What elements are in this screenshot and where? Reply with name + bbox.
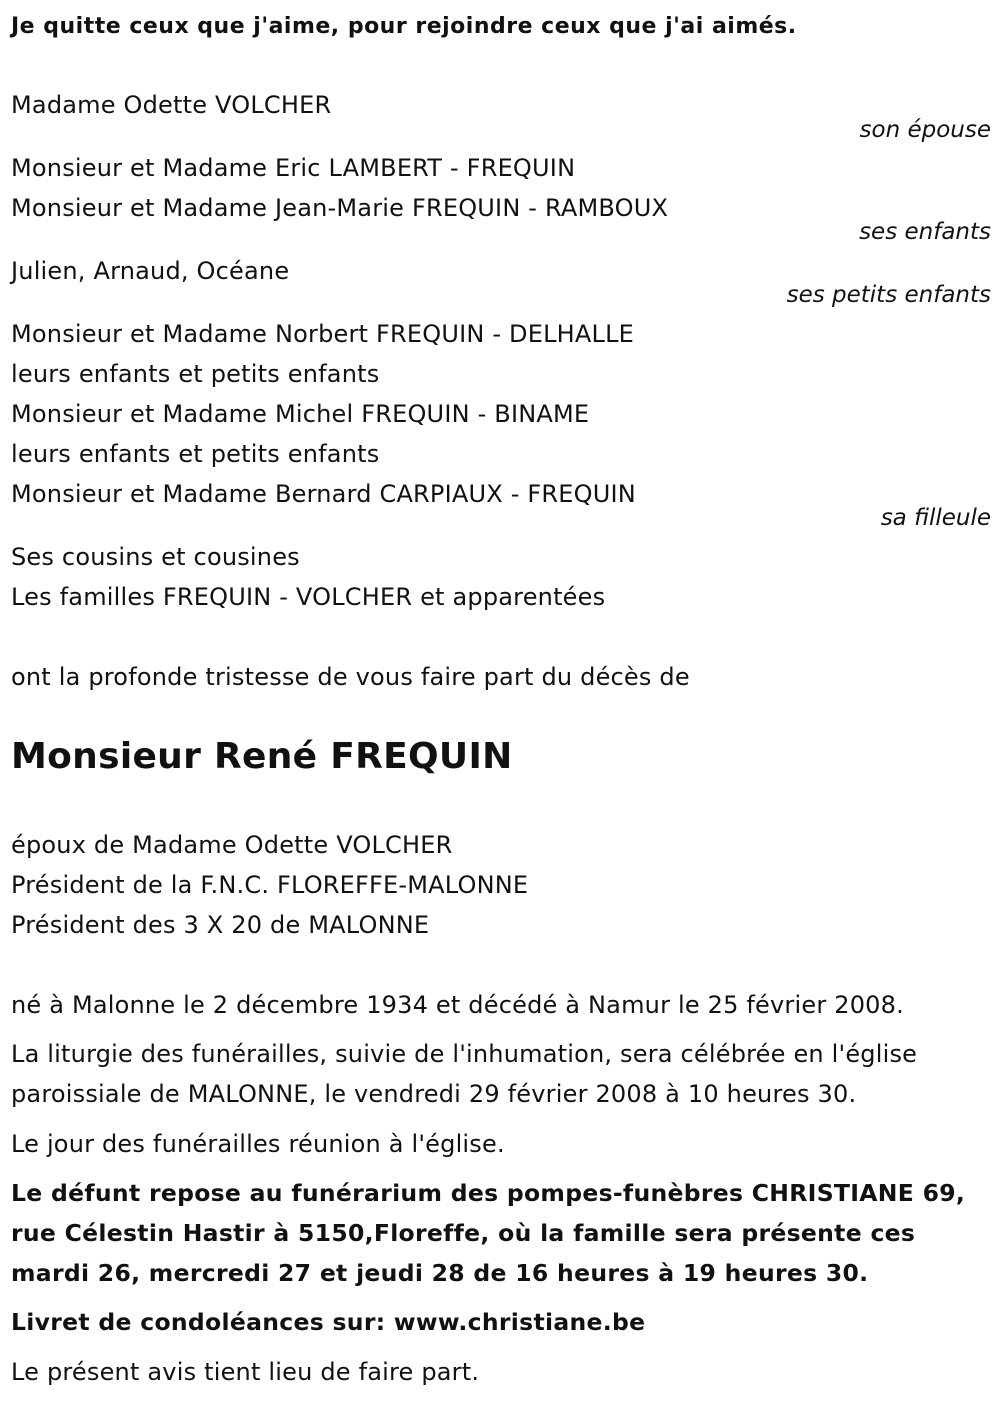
sibling-line-1: Monsieur et Madame Norbert FREQUIN - DELHALLE (11, 320, 635, 348)
children-role: ses enfants (859, 219, 991, 245)
sibling-line-3: Monsieur et Madame Michel FREQUIN - BINAME (11, 400, 590, 428)
title-line-2: Président de la F.N.C. FLOREFFE-MALONNE (11, 871, 529, 899)
grandchildren-role: ses petits enfants (786, 282, 991, 308)
title-line-1: époux de Madame Odette VOLCHER (11, 831, 453, 859)
notice-line: Le présent avis tient lieu de faire part. (11, 1358, 480, 1386)
title-line-3: Président des 3 X 20 de MALONNE (11, 911, 430, 939)
families-line: Les familles FREQUIN - VOLCHER et apparentées (11, 583, 606, 611)
goddaughter-role: sa filleule (880, 505, 991, 531)
grandchildren-names: Julien, Arnaud, Océane (11, 257, 290, 285)
spouse-name: Madame Odette VOLCHER (11, 91, 332, 119)
sibling-line-4: leurs enfants et petits enfants (11, 440, 380, 468)
birth-death: né à Malonne le 2 décembre 1934 et décédé à Namur le 25 février 2008. (11, 991, 904, 1019)
child-line-2: Monsieur et Madame Jean-Marie FREQUIN - RAMBOUX (11, 194, 669, 222)
rest-line-1: Le défunt repose au funérarium des pompes-funèbres CHRISTIANE 69, (11, 1179, 966, 1207)
epigraph: Je quitte ceux que j'aime, pour rejoindre ceux que j'ai aimés. (11, 14, 797, 39)
announcement: ont la profonde tristesse de vous faire part du décès de (11, 663, 690, 691)
condolences-line: Livret de condoléances sur: www.christiane.be (11, 1308, 646, 1336)
spouse-role: son épouse (859, 117, 991, 143)
cousins-line: Ses cousins et cousines (11, 543, 300, 571)
rest-line-2: rue Célestin Hastir à 5150,Floreffe, où la famille sera présente ces (11, 1219, 916, 1247)
meeting-line: Le jour des funérailles réunion à l'église. (11, 1130, 505, 1158)
rest-line-3: mardi 26, mercredi 27 et jeudi 28 de 16 heures à 19 heures 30. (11, 1259, 869, 1287)
child-line-1: Monsieur et Madame Eric LAMBERT - FREQUIN (11, 154, 576, 182)
liturgy-line-2: paroissiale de MALONNE, le vendredi 29 février 2008 à 10 heures 30. (11, 1080, 857, 1108)
sibling-line-5: Monsieur et Madame Bernard CARPIAUX - FREQUIN (11, 480, 636, 508)
liturgy-line-1: La liturgie des funérailles, suivie de l'inhumation, sera célébrée en l'église (11, 1040, 918, 1068)
deceased-name: Monsieur René FREQUIN (11, 736, 513, 777)
sibling-line-2: leurs enfants et petits enfants (11, 360, 380, 388)
